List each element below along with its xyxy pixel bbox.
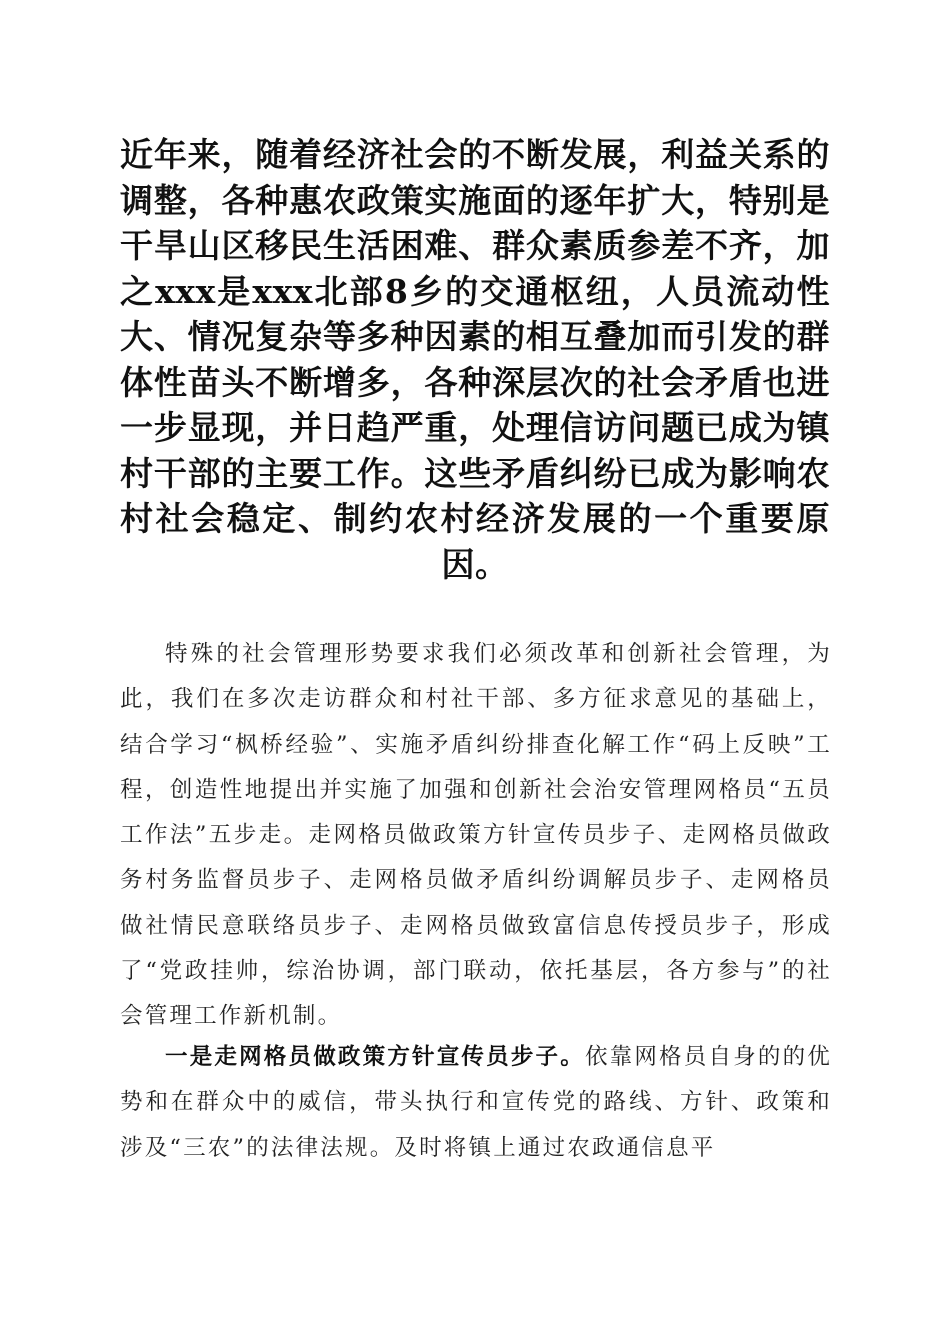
paragraph-2-text: 依靠网格员自身的的优势和在群众中的威信，带头执行和宣传党的路线、方针、政策和涉及“三农”的法律法规。及时将镇上通过农政通信息平 [120, 1044, 832, 1161]
body-paragraph-1: 特殊的社会管理形势要求我们必须改革和创新社会管理，为此，我们在多次走访群众和村社干部、多方征求意见的基础上，结合学习“枫桥经验”、实施矛盾纠纷排查化解工作“码上反映”工程，创造性地提出并实施了加强和创新社会治安管理网格员“五员工作法”五步走。走网格员做政策方针宣传员步子、走网格员做政务村务监督员步子、走网格员做矛盾纠纷调解员步子、走网格员做社情民意联络员步子、走网格员做致富信息传授员步子，形成了“党政挂帅，综治协调，部门联动，依托基层，各方参与”的社会管理工作新机制。 [120, 641, 832, 1030]
lead-paragraph: 近年来，随着经济社会的不断发展，利益关系的调整，各种惠农政策实施面的逐年扩大，特别是干旱山区移民生活困难、群众素质参差不齐，加之xxx是xxx北部8乡的交通枢纽，人员流动性大、情况复杂等多种因素的相互叠加而引发的群体性苗头不断增多，各种深层次的社会矛盾也进一步显现，并日趋严重，处理信访问题已成为镇村干部的主要工作。这些矛盾纠纷已成为影响农村社会稳定、制约农村经济发展的一个重要原因。 [120, 135, 830, 584]
body-paragraph-2 [120, 1035, 832, 1171]
paragraph-2-lead-in: 一是走网格员做政策方针宣传员步子。 [165, 1044, 585, 1070]
